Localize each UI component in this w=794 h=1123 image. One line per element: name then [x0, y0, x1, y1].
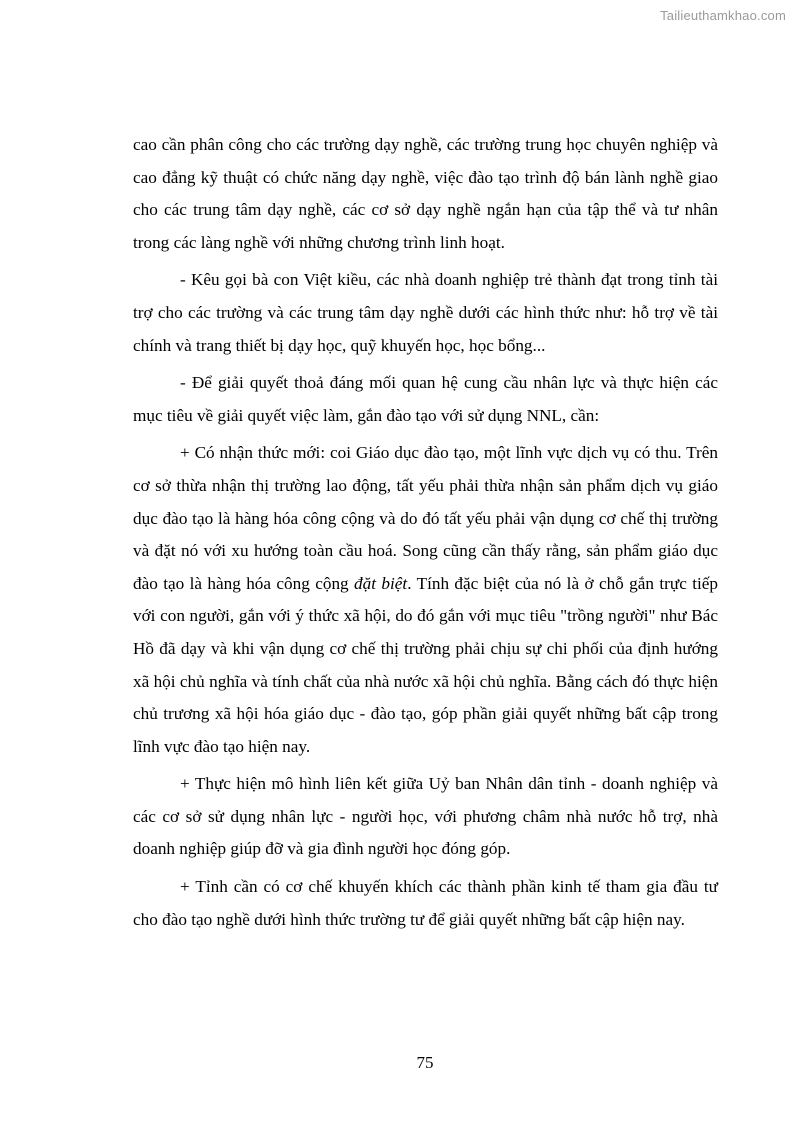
paragraph-4-text-before: + Có nhận thức mới: coi Giáo dục đào tạo, một lĩnh vực dịch vụ có thu. Trên cơ sở thừa nhận thị trường lao động, tất yếu phải thừa nhận sản phẩm dịch vụ giáo dục đào tạo là hàng hóa công cộng và do đó tất yếu phải vận dụng cơ chế thị trường và đặt nó với xu hướng toàn cầu hoá. Song cũng cần thấy rằng, sản phẩm giáo dục đào tạo là hàng hóa công cộng — [133, 443, 718, 593]
paragraph-5: + Thực hiện mô hình liên kết giữa Uỷ ban Nhân dân tỉnh - doanh nghiệp và các cơ sở sử dụng nhân lực - người học, với phương châm nhà nước hỗ trợ, nhà doanh nghiệp giúp đỡ và gia đình người học đóng góp. — [133, 774, 718, 859]
paragraph-4-emphasis: đặt biệt — [354, 573, 408, 593]
watermark-text: Tailieuthamkhao.com — [660, 8, 786, 23]
paragraph-4 — [133, 437, 718, 763]
document-body — [133, 129, 718, 941]
paragraph-2: - Kêu gọi bà con Việt kiều, các nhà doanh nghiệp trẻ thành đạt trong tỉnh tài trợ cho các trường và các trung tâm dạy nghề dưới các hình thức như: hỗ trợ về tài chính và trang thiết bị dạy học, quỹ khuyến học, học bổng... — [133, 270, 718, 355]
paragraph-3: - Để giải quyết thoả đáng mối quan hệ cung cầu nhân lực và thực hiện các mục tiêu về giải quyết việc làm, gắn đào tạo với sử dụng NNL, cần: — [133, 373, 718, 425]
page-number: 75 — [416, 1053, 434, 1072]
paragraph-6: + Tỉnh cần có cơ chế khuyến khích các thành phần kinh tế tham gia đầu tư cho đào tạo nghề dưới hình thức trường tư để giải quyết những bất cập hiện nay. — [133, 877, 718, 929]
paragraph-1: cao cần phân công cho các trường dạy nghề, các trường trung học chuyên nghiệp và cao đẳng kỹ thuật có chức năng dạy nghề, việc đào tạo trình độ bán lành nghề giao cho các trung tâm dạy nghề, các cơ sở dạy nghề ngắn hạn của tập thể và tư nhân trong các làng nghề với những chương trình linh hoạt. — [133, 135, 718, 252]
paragraph-4-text-after: . Tính đặc biệt của nó là ở chỗ gắn trực tiếp với con người, gắn với ý thức xã hội, do đó gắn với mục tiêu "trồng người" như Bác Hồ đã dạy và khi vận dụng cơ chế thị trường phải chịu sự chi phối của định hướng xã hội chủ nghĩa và tính chất của nhà nước xã hội chủ nghĩa. Bằng cách đó thực hiện chủ trương xã hội hóa giáo dục - đào tạo, góp phần giải quyết những bất cập trong lĩnh vực đào tạo hiện nay. — [133, 573, 718, 756]
